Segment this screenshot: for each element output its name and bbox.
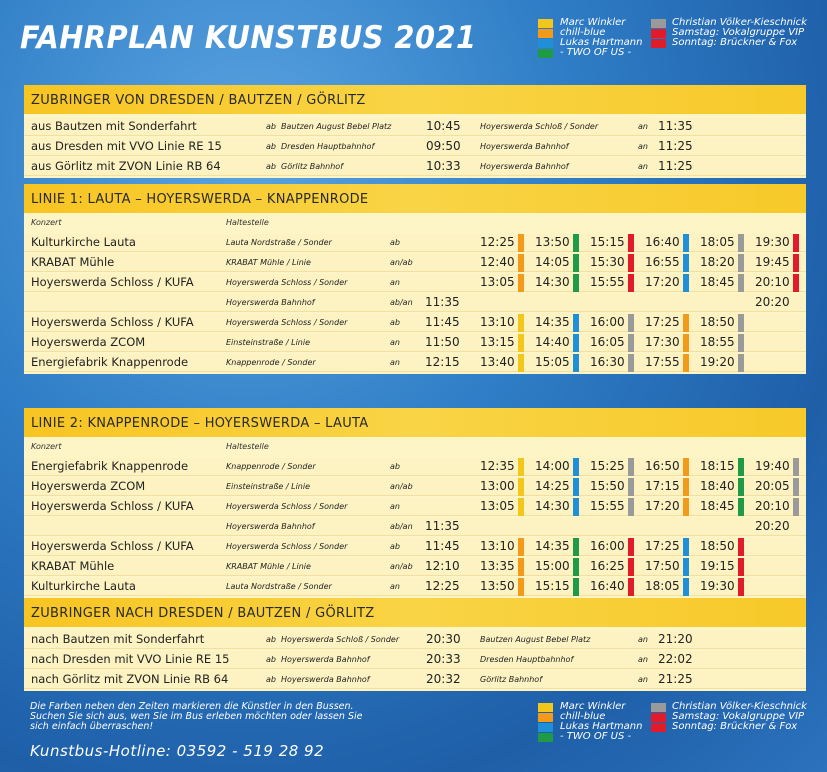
timetable-row: [24, 498, 806, 516]
departure-time: 15:55: [590, 499, 625, 513]
departure-time: 18:45: [700, 275, 735, 289]
artist-color-bar: [793, 254, 799, 272]
stop-name: Hoyerswerda ZCOM: [31, 479, 146, 493]
stop-name: Energiefabrik Knappenrode: [31, 355, 189, 369]
departure-time: 18:05: [700, 235, 735, 249]
legend-label: Marc Winkler: [560, 17, 626, 28]
departure-time: 14:25: [535, 479, 570, 493]
timetable-row: [24, 538, 806, 556]
departure-time: 19:20: [700, 355, 735, 369]
mode-label: ab: [266, 122, 276, 131]
legend-label: Sonntag: Brückner & Fox: [672, 721, 798, 732]
stop-name: Kulturkirche Lauta: [31, 579, 136, 593]
legend-bottom: [538, 702, 827, 747]
timetable-row: [24, 334, 806, 352]
haltestelle-name: Einsteinstraße / Linie: [226, 482, 310, 491]
timetable-row: [24, 478, 806, 496]
haltestelle-name: KRABAT Mühle / Linie: [226, 258, 311, 267]
legend-label: Lukas Hartmann: [560, 721, 643, 732]
haltestelle-name: Lauta Nordstraße / Sonder: [226, 582, 332, 591]
departure-time: 17:25: [645, 539, 680, 553]
artist-color-bar: [738, 498, 744, 516]
departure-time: 13:50: [480, 579, 515, 593]
first-time: 12:15: [425, 355, 460, 369]
departure-time: 20:30: [426, 632, 461, 646]
legend-label: Marc Winkler: [560, 701, 626, 712]
departure-time: 20:05: [755, 479, 790, 493]
arrival-time: 22:02: [658, 652, 693, 666]
artist-color-bar: [683, 274, 689, 292]
to-stop: Hoyerswerda Bahnhof: [480, 162, 569, 171]
artist-color-bar: [793, 498, 799, 516]
column-headers: [24, 437, 806, 455]
departure-time: 16:55: [645, 255, 680, 269]
mode-label: an/ab: [390, 562, 413, 571]
stop-name: Hoyerswerda Schloss / KUFA: [31, 275, 194, 289]
legend-swatch: [651, 723, 666, 732]
mode-label: an: [638, 655, 648, 664]
mode-label: an/ab: [390, 482, 413, 491]
artist-color-bar: [628, 274, 634, 292]
artist-color-bar: [793, 274, 799, 292]
timetable-row: [24, 254, 806, 272]
zubringer-row: [24, 671, 806, 689]
legend-label: Samstag: Vokalgruppe VIP: [672, 27, 805, 38]
legend-swatch: [651, 29, 666, 38]
column-header-haltestelle: Haltestelle: [226, 218, 269, 227]
departure-time: 20:33: [426, 652, 461, 666]
column-header-konzert: Konzert: [31, 218, 62, 227]
arrival-time: 11:35: [658, 119, 693, 133]
first-time: 11:35: [425, 519, 460, 533]
mode-label: an: [390, 582, 400, 591]
mode-label: an: [390, 358, 400, 367]
artist-color-bar: [628, 578, 634, 596]
artist-color-bar: [738, 578, 744, 596]
departure-time: 14:35: [535, 315, 570, 329]
artist-color-bar: [738, 314, 744, 332]
zubringer-row: [24, 631, 806, 649]
zubringer-row: [24, 158, 806, 176]
artist-color-bar: [518, 498, 524, 516]
artist-color-bar: [683, 458, 689, 476]
departure-time: 20:32: [426, 672, 461, 686]
artist-color-bar: [518, 274, 524, 292]
timetable-row: [24, 294, 806, 312]
artist-color-bar: [518, 538, 524, 556]
mode-label: ab: [266, 675, 276, 684]
linie1-title: LAUTA – HOYERSWERDA – KNAPPENRODE: [87, 192, 369, 207]
legend-label: - TWO OF US -: [560, 47, 632, 58]
artist-color-bar: [683, 578, 689, 596]
artist-color-bar: [518, 478, 524, 496]
artist-color-bar: [628, 354, 634, 372]
artist-color-bar: [628, 558, 634, 576]
linie1-band: [24, 184, 806, 213]
departure-time: 16:00: [590, 539, 625, 553]
departure-time: 14:00: [535, 459, 570, 473]
linie2-title: KNAPPENRODE – HOYERSWERDA – LAUTA: [87, 416, 369, 431]
haltestelle-name: Hoyerswerda Schloss / Sonder: [226, 318, 348, 327]
route-label: nach Bautzen mit Sonderfahrt: [31, 632, 205, 646]
departure-time: 19:45: [755, 255, 790, 269]
mode-label: ab: [390, 462, 400, 471]
legend-swatch: [538, 733, 553, 742]
haltestelle-name: Lauta Nordstraße / Sonder: [226, 238, 332, 247]
departure-time: 16:30: [590, 355, 625, 369]
column-headers: [24, 213, 806, 231]
mode-label: an: [638, 675, 648, 684]
from-stop: Dresden Hauptbahnhof: [281, 142, 375, 151]
artist-color-bar: [628, 458, 634, 476]
departure-time: 19:40: [755, 459, 790, 473]
linie1-panel: [24, 184, 806, 374]
artist-color-bar: [628, 334, 634, 352]
artist-color-bar: [518, 254, 524, 272]
column-header-konzert: Konzert: [31, 442, 62, 451]
artist-color-bar: [573, 314, 579, 332]
zubringer-von-band: [24, 85, 806, 114]
artist-color-bar: [573, 558, 579, 576]
legend-swatch: [651, 19, 666, 28]
artist-color-bar: [628, 498, 634, 516]
legend-swatch: [538, 19, 553, 28]
departure-time: 19:30: [700, 579, 735, 593]
timetable-row: [24, 578, 806, 596]
color-note: Die Farben neben den Zeiten markieren die Künstler in den Bussen. Suchen Sie sich aus, wen Sie im Bus erleben möchten oder lassen Sie sich einfach überraschen!: [30, 701, 363, 732]
departure-time: 15:50: [590, 479, 625, 493]
departure-time: 18:55: [700, 335, 735, 349]
haltestelle-name: Hoyerswerda Schloss / Sonder: [226, 542, 348, 551]
departure-time: 17:25: [645, 315, 680, 329]
hotline: Kunstbus-Hotline: 03592 - 519 28 92: [30, 742, 325, 760]
first-time: 11:45: [425, 539, 460, 553]
zubringer-nach-band: ZUBRINGER NACH DRESDEN / BAUTZEN / GÖRLITZ: [24, 598, 806, 627]
mode-label: an: [390, 278, 400, 287]
timetable-row: [24, 458, 806, 476]
departure-time: 19:15: [700, 559, 735, 573]
timetable-row: [24, 518, 806, 536]
departure-time: 17:55: [645, 355, 680, 369]
artist-color-bar: [518, 558, 524, 576]
from-stop: Hoyerswerda Bahnhof: [281, 655, 370, 664]
departure-time: 20:20: [755, 519, 790, 533]
zubringer-row: [24, 118, 806, 136]
artist-color-bar: [573, 354, 579, 372]
from-stop: Hoyerswerda Schloß / Sonder: [281, 635, 400, 644]
artist-color-bar: [573, 274, 579, 292]
departure-time: 18:50: [700, 539, 735, 553]
departure-time: 15:15: [590, 235, 625, 249]
departure-time: 16:25: [590, 559, 625, 573]
departure-time: 14:05: [535, 255, 570, 269]
arrival-time: 11:25: [658, 159, 693, 173]
departure-time: 16:50: [645, 459, 680, 473]
route-label: aus Bautzen mit Sonderfahrt: [31, 119, 197, 133]
departure-time: 12:25: [480, 235, 515, 249]
departure-time: 12:35: [480, 459, 515, 473]
departure-time: 18:45: [700, 499, 735, 513]
departure-time: 14:35: [535, 539, 570, 553]
stop-name: Hoyerswerda Schloss / KUFA: [31, 499, 194, 513]
artist-color-bar: [683, 254, 689, 272]
departure-time: 13:05: [480, 499, 515, 513]
departure-time: 15:25: [590, 459, 625, 473]
artist-color-bar: [573, 254, 579, 272]
artist-color-bar: [683, 558, 689, 576]
timetable-row: [24, 558, 806, 576]
artist-color-bar: [518, 314, 524, 332]
artist-color-bar: [738, 254, 744, 272]
artist-color-bar: [738, 234, 744, 252]
zubringer-von-title: ZUBRINGER VON DRESDEN / BAUTZEN / GÖRLITZ: [31, 93, 366, 108]
legend-swatch: [538, 723, 553, 732]
artist-color-bar: [628, 314, 634, 332]
mode-label: an: [638, 635, 648, 644]
departure-time: 13:10: [480, 539, 515, 553]
legend-swatch: [538, 713, 553, 722]
legend-swatch: [538, 49, 553, 58]
artist-color-bar: [573, 334, 579, 352]
timetable-row: [24, 234, 806, 252]
legend-swatch: [538, 29, 553, 38]
stop-name: KRABAT Mühle: [31, 255, 115, 269]
mode-label: ab: [390, 542, 400, 551]
linie2-panel: [24, 408, 806, 691]
legend-swatch: [538, 703, 553, 712]
first-time: 11:50: [425, 335, 460, 349]
departure-time: 16:00: [590, 315, 625, 329]
mode-label: ab/an: [390, 522, 413, 531]
departure-time: 19:30: [755, 235, 790, 249]
artist-color-bar: [683, 538, 689, 556]
departure-time: 10:45: [426, 119, 461, 133]
mode-label: ab: [390, 238, 400, 247]
departure-time: 13:05: [480, 275, 515, 289]
artist-color-bar: [793, 458, 799, 476]
legend-label: Sonntag: Brückner & Fox: [672, 37, 798, 48]
first-time: 11:45: [425, 315, 460, 329]
haltestelle-name: Hoyerswerda Schloss / Sonder: [226, 502, 348, 511]
departure-time: 17:20: [645, 275, 680, 289]
stop-name: KRABAT Mühle: [31, 559, 115, 573]
artist-color-bar: [518, 458, 524, 476]
stop-name: Hoyerswerda Schloss / KUFA: [31, 315, 194, 329]
from-stop: Görlitz Bahnhof: [281, 162, 344, 171]
mode-label: ab: [266, 655, 276, 664]
linie2-band: [24, 408, 806, 437]
artist-color-bar: [573, 498, 579, 516]
mode-label: ab: [266, 142, 276, 151]
mode-label: ab/an: [390, 298, 413, 307]
departure-time: 18:15: [700, 459, 735, 473]
artist-color-bar: [573, 458, 579, 476]
artist-color-bar: [683, 314, 689, 332]
to-stop: Dresden Hauptbahnhof: [480, 655, 574, 664]
departure-time: 20:20: [755, 295, 790, 309]
route-label: aus Dresden mit VVO Linie RE 15: [31, 139, 222, 153]
departure-time: 13:40: [480, 355, 515, 369]
departure-time: 13:50: [535, 235, 570, 249]
first-time: 11:35: [425, 295, 460, 309]
legend-swatch: [651, 39, 666, 48]
artist-color-bar: [573, 538, 579, 556]
departure-time: 12:40: [480, 255, 515, 269]
stop-name: Kulturkirche Lauta: [31, 235, 136, 249]
legend-label: Christian Völker-Kieschnick: [672, 701, 807, 712]
departure-time: 18:50: [700, 315, 735, 329]
departure-time: 20:10: [755, 275, 790, 289]
legend-swatch: [651, 703, 666, 712]
departure-time: 16:40: [590, 579, 625, 593]
mode-label: ab: [390, 318, 400, 327]
artist-color-bar: [518, 234, 524, 252]
zubringer-row: [24, 651, 806, 669]
departure-time: 15:55: [590, 275, 625, 289]
departure-time: 13:10: [480, 315, 515, 329]
departure-time: 15:05: [535, 355, 570, 369]
departure-time: 17:20: [645, 499, 680, 513]
departure-time: 13:35: [480, 559, 515, 573]
from-stop: Bautzen August Bebel Platz: [281, 122, 392, 131]
arrival-time: 11:25: [658, 139, 693, 153]
page-title: FAHRPLAN KUNSTBUS 2021: [20, 20, 477, 56]
artist-color-bar: [738, 274, 744, 292]
departure-time: 14:30: [535, 275, 570, 289]
legend-label: chill-blue: [560, 27, 606, 38]
legend-swatch: [651, 713, 666, 722]
linie1-prefix: LINIE 1:: [31, 192, 84, 207]
artist-color-bar: [683, 478, 689, 496]
artist-color-bar: [738, 538, 744, 556]
artist-color-bar: [683, 234, 689, 252]
legend-label: Christian Völker-Kieschnick: [672, 17, 807, 28]
artist-color-bar: [738, 458, 744, 476]
stop-name: Hoyerswerda ZCOM: [31, 335, 146, 349]
to-stop: Hoyerswerda Bahnhof: [480, 142, 569, 151]
mode-label: an: [638, 142, 648, 151]
departure-time: 14:30: [535, 499, 570, 513]
timetable-row: [24, 274, 806, 292]
first-time: 12:10: [425, 559, 460, 573]
artist-color-bar: [518, 354, 524, 372]
departure-time: 18:05: [645, 579, 680, 593]
artist-color-bar: [738, 334, 744, 352]
artist-color-bar: [683, 354, 689, 372]
arrival-time: 21:25: [658, 672, 693, 686]
departure-time: 13:00: [480, 479, 515, 493]
haltestelle-name: Knappenrode / Sonder: [226, 462, 316, 471]
mode-label: ab: [266, 635, 276, 644]
legend-label: Lukas Hartmann: [560, 37, 643, 48]
departure-time: 10:33: [426, 159, 461, 173]
haltestelle-name: Knappenrode / Sonder: [226, 358, 316, 367]
column-header-haltestelle: Haltestelle: [226, 442, 269, 451]
zubringer-von-panel: [24, 85, 806, 178]
route-label: nach Dresden mit VVO Linie RE 15: [31, 652, 230, 666]
to-stop: Hoyerswerda Schloß / Sonder: [480, 122, 599, 131]
zubringer-row: [24, 138, 806, 156]
departure-time: 15:30: [590, 255, 625, 269]
artist-color-bar: [628, 478, 634, 496]
departure-time: 17:30: [645, 335, 680, 349]
artist-color-bar: [738, 354, 744, 372]
departure-time: 16:05: [590, 335, 625, 349]
mode-label: an/ab: [390, 258, 413, 267]
artist-color-bar: [793, 478, 799, 496]
artist-color-bar: [738, 558, 744, 576]
legend-swatch: [538, 39, 553, 48]
to-stop: Bautzen August Bebel Platz: [480, 635, 591, 644]
linie2-prefix: LINIE 2:: [31, 416, 84, 431]
artist-color-bar: [738, 478, 744, 496]
legend-label: chill-blue: [560, 711, 606, 722]
timetable-row: [24, 314, 806, 332]
artist-color-bar: [793, 234, 799, 252]
artist-color-bar: [628, 254, 634, 272]
artist-color-bar: [683, 498, 689, 516]
departure-time: 18:20: [700, 255, 735, 269]
route-label: aus Görlitz mit ZVON Linie RB 64: [31, 159, 221, 173]
mode-label: an: [638, 162, 648, 171]
timetable-row: [24, 354, 806, 372]
departure-time: 18:40: [700, 479, 735, 493]
route-label: nach Görlitz mit ZVON Linie RB 64: [31, 672, 229, 686]
haltestelle-name: Hoyerswerda Bahnhof: [226, 298, 315, 307]
departure-time: 17:15: [645, 479, 680, 493]
mode-label: ab: [266, 162, 276, 171]
departure-time: 09:50: [426, 139, 461, 153]
artist-color-bar: [573, 478, 579, 496]
haltestelle-name: Hoyerswerda Bahnhof: [226, 522, 315, 531]
arrival-time: 21:20: [658, 632, 693, 646]
legend-top: [538, 18, 827, 63]
from-stop: Hoyerswerda Bahnhof: [281, 675, 370, 684]
departure-time: 17:50: [645, 559, 680, 573]
departure-time: 16:40: [645, 235, 680, 249]
stop-name: Energiefabrik Knappenrode: [31, 459, 189, 473]
artist-color-bar: [683, 334, 689, 352]
departure-time: 20:10: [755, 499, 790, 513]
haltestelle-name: KRABAT Mühle / Linie: [226, 562, 311, 571]
departure-time: 13:15: [480, 335, 515, 349]
legend-label: Samstag: Vokalgruppe VIP: [672, 711, 805, 722]
artist-color-bar: [518, 578, 524, 596]
mode-label: an: [390, 338, 400, 347]
stop-name: Hoyerswerda Schloss / KUFA: [31, 539, 194, 553]
departure-time: 14:40: [535, 335, 570, 349]
first-time: 12:25: [425, 579, 460, 593]
haltestelle-name: Hoyerswerda Schloss / Sonder: [226, 278, 348, 287]
departure-time: 15:00: [535, 559, 570, 573]
artist-color-bar: [628, 234, 634, 252]
mode-label: an: [390, 502, 400, 511]
artist-color-bar: [573, 578, 579, 596]
haltestelle-name: Einsteinstraße / Linie: [226, 338, 310, 347]
to-stop: Görlitz Bahnhof: [480, 675, 543, 684]
departure-time: 15:15: [535, 579, 570, 593]
artist-color-bar: [518, 334, 524, 352]
mode-label: an: [638, 122, 648, 131]
legend-label: - TWO OF US -: [560, 731, 632, 742]
artist-color-bar: [573, 234, 579, 252]
artist-color-bar: [628, 538, 634, 556]
